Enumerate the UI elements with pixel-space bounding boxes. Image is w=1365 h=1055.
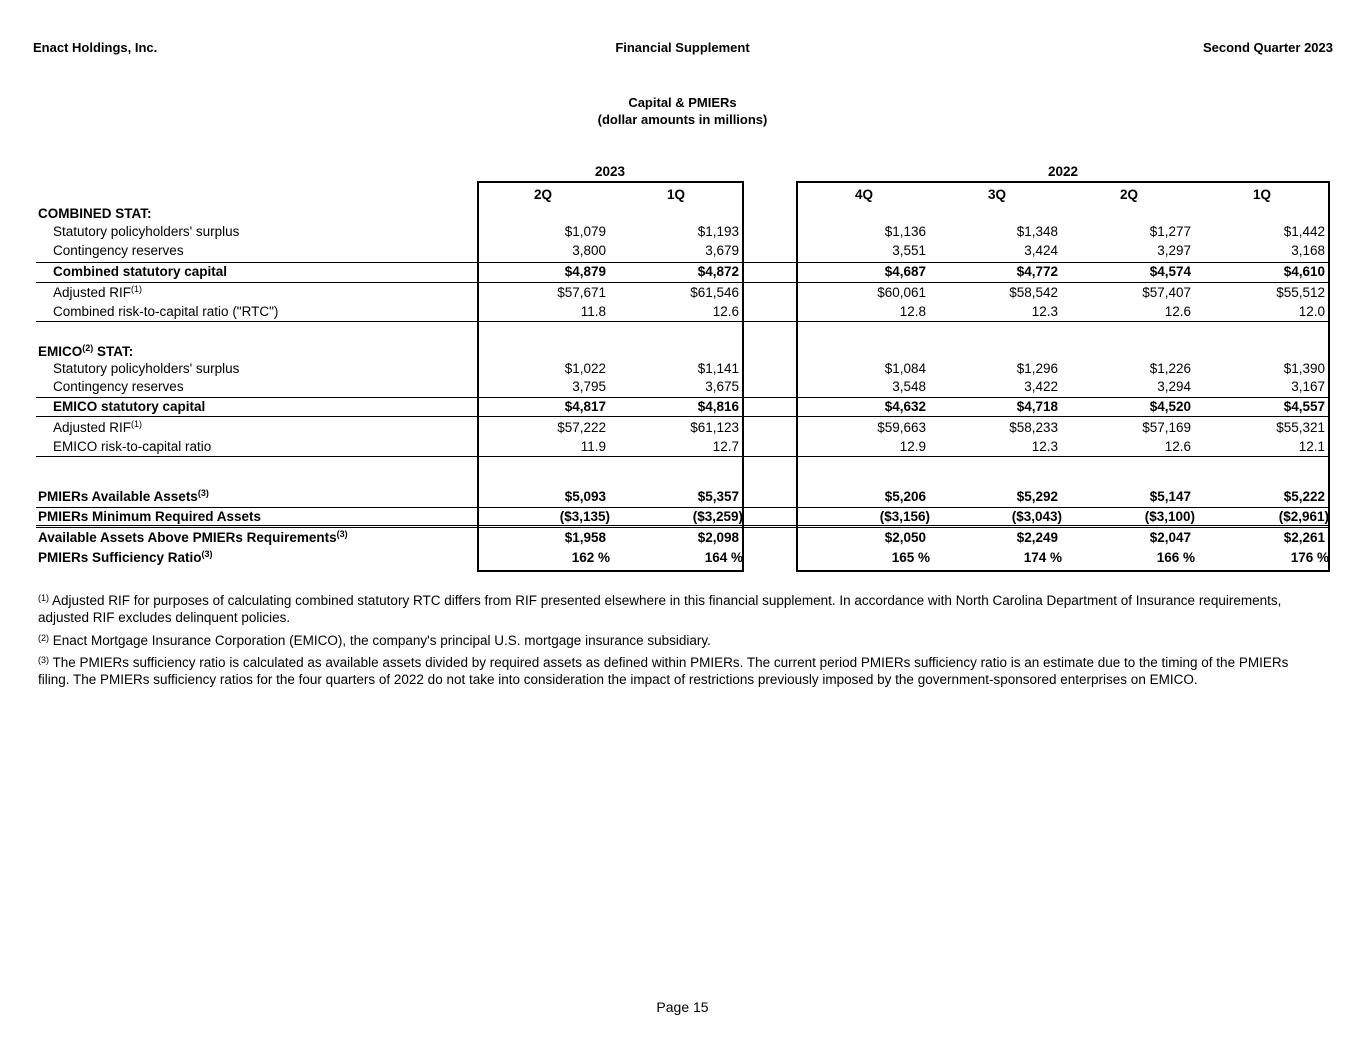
cell-e-rtc-col6: 12.1 bbox=[1298, 439, 1325, 454]
cell-e-rtc-col3: 12.9 bbox=[899, 439, 926, 454]
rule-below-available-assets bbox=[36, 507, 1329, 508]
cell-p-avail-col6: $5,222 bbox=[1283, 489, 1325, 504]
emico-stat-header: EMICO$^{(2)}$ STAT: bbox=[38, 343, 134, 359]
cell-c-reserves-col4: 3,424 bbox=[1024, 243, 1058, 258]
document-title: Financial Supplement bbox=[615, 40, 750, 55]
quarter-header-2023-2q: 2Q bbox=[533, 187, 552, 202]
row-label-e-rtc: EMICO risk-to-capital ratio bbox=[53, 439, 212, 454]
cell-e-surplus-col1: $1,022 bbox=[564, 361, 606, 376]
row-label-p-ratio: PMIERs Sufficiency Ratio$^{(3)}$ bbox=[38, 549, 213, 565]
cell-p-avail-col2: $5,357 bbox=[697, 489, 739, 504]
page-number: Page 15 bbox=[656, 999, 709, 1015]
row-label-c-rtc: Combined risk-to-capital ratio ("RTC") bbox=[53, 304, 279, 319]
row-label-e-reserves: Contingency reserves bbox=[53, 379, 184, 394]
cell-c-surplus-col6: $1,442 bbox=[1283, 224, 1325, 239]
cell-c-rif-col2: $61,546 bbox=[690, 285, 739, 300]
row-label-c-capital: Combined statutory capital bbox=[53, 264, 228, 279]
cell-p-min-col6: ($2,961) bbox=[1278, 509, 1329, 524]
year-2023-label: 2023 bbox=[594, 164, 626, 179]
cell-c-surplus-col5: $1,277 bbox=[1149, 224, 1191, 239]
cell-c-reserves-col1: 3,800 bbox=[572, 243, 606, 258]
cell-e-rif-col2: $61,123 bbox=[690, 420, 739, 435]
cell-e-surplus-col5: $1,226 bbox=[1149, 361, 1191, 376]
double-rule-below-minimum bbox=[36, 525, 1329, 528]
cell-p-ratio-col3: 165 % bbox=[891, 550, 930, 565]
row-label-c-rif: Adjusted RIF$^{(1)}$ bbox=[53, 284, 143, 300]
cell-p-ratio-col1: 162 % bbox=[571, 550, 610, 565]
year-2022-label: 2022 bbox=[1047, 164, 1079, 179]
cell-e-capital-col1: $4,817 bbox=[564, 399, 606, 414]
row-label-e-rif: Adjusted RIF$^{(1)}$ bbox=[53, 419, 143, 435]
cell-c-surplus-col2: $1,193 bbox=[697, 224, 739, 239]
cell-e-rtc-col4: 12.3 bbox=[1031, 439, 1058, 454]
cell-e-reserves-col1: 3,795 bbox=[572, 379, 606, 394]
quarter-header-2023-1q: 1Q bbox=[666, 187, 685, 202]
rule-below-combined-capital bbox=[36, 282, 1329, 283]
combined-stat-header: COMBINED STAT: bbox=[38, 206, 152, 221]
company-name: Enact Holdings, Inc. bbox=[33, 40, 158, 55]
table-title: Capital & PMIERs bbox=[628, 95, 737, 110]
cell-e-reserves-col4: 3,422 bbox=[1024, 379, 1058, 394]
footnote-1: $^{(1)}$ Adjusted RIF for purposes of calculating combined statutory RTC differs from RIF presented elsewhere in this financial supplement. In accordance with North Carolina Department of Insurance requirements, adjusted RIF excludes delinquent policies. bbox=[38, 593, 1282, 625]
rule-above-combined-capital bbox=[36, 262, 1329, 263]
cell-e-surplus-col4: $1,296 bbox=[1016, 361, 1058, 376]
cell-c-reserves-col3: 3,551 bbox=[892, 243, 926, 258]
rule-below-emico-capital bbox=[36, 416, 1329, 417]
cell-e-reserves-col2: 3,675 bbox=[705, 379, 739, 394]
cell-p-min-col4: ($3,043) bbox=[1011, 509, 1062, 524]
cell-c-rtc-col3: 12.8 bbox=[899, 304, 926, 319]
cell-c-capital-col3: $4,687 bbox=[884, 264, 926, 279]
cell-p-ratio-col6: 176 % bbox=[1290, 550, 1329, 565]
cell-c-reserves-col2: 3,679 bbox=[705, 243, 739, 258]
cell-c-rif-col1: $57,671 bbox=[557, 285, 606, 300]
cell-p-above-col4: $2,249 bbox=[1016, 530, 1058, 545]
cell-c-rif-col5: $57,407 bbox=[1142, 285, 1191, 300]
cell-c-surplus-col1: $1,079 bbox=[564, 224, 606, 239]
cell-p-above-col1: $1,958 bbox=[564, 530, 606, 545]
cell-p-above-col2: $2,098 bbox=[697, 530, 739, 545]
cell-c-capital-col1: $4,879 bbox=[564, 264, 606, 279]
cell-e-rif-col4: $58,233 bbox=[1009, 420, 1058, 435]
cell-e-rif-col5: $57,169 bbox=[1142, 420, 1191, 435]
row-label-e-surplus: Statutory policyholders' surplus bbox=[53, 361, 240, 376]
cell-c-rtc-col5: 12.6 bbox=[1164, 304, 1191, 319]
footnote-2: $^{(2)}$ Enact Mortgage Insurance Corporation (EMICO), the company's principal U.S. mortgage insurance subsidiary. bbox=[38, 633, 711, 648]
cell-e-reserves-col6: 3,167 bbox=[1291, 379, 1325, 394]
cell-c-capital-col4: $4,772 bbox=[1016, 264, 1058, 279]
cell-e-capital-col3: $4,632 bbox=[884, 399, 926, 414]
cell-p-ratio-col4: 174 % bbox=[1023, 550, 1062, 565]
cell-c-rif-col3: $60,061 bbox=[877, 285, 926, 300]
cell-e-rtc-col1: 11.9 bbox=[580, 439, 606, 454]
cell-c-surplus-col3: $1,136 bbox=[884, 224, 926, 239]
cell-c-surplus-col4: $1,348 bbox=[1016, 224, 1058, 239]
cell-p-ratio-col2: 164 % bbox=[704, 550, 743, 565]
cell-p-min-col1: ($3,135) bbox=[559, 509, 610, 524]
rule-end-combined bbox=[36, 321, 1329, 322]
row-label-c-surplus: Statutory policyholders' surplus bbox=[53, 224, 240, 239]
cell-e-reserves-col5: 3,294 bbox=[1157, 379, 1191, 394]
cell-p-above-col6: $2,261 bbox=[1283, 530, 1325, 545]
rule-end-emico bbox=[36, 456, 1329, 457]
cell-c-capital-col2: $4,872 bbox=[697, 264, 739, 279]
cell-e-rtc-col2: 12.7 bbox=[712, 439, 739, 454]
cell-e-rif-col1: $57,222 bbox=[557, 420, 606, 435]
cell-e-rif-col3: $59,663 bbox=[877, 420, 926, 435]
cell-p-min-col3: ($3,156) bbox=[879, 509, 930, 524]
quarter-header-2022-4q: 4Q bbox=[854, 187, 873, 202]
cell-e-rif-col6: $55,321 bbox=[1276, 420, 1325, 435]
report-period: Second Quarter 2023 bbox=[1202, 40, 1333, 55]
cell-c-rtc-col1: 11.8 bbox=[580, 304, 606, 319]
cell-e-capital-col4: $4,718 bbox=[1016, 399, 1058, 414]
row-label-c-reserves: Contingency reserves bbox=[53, 243, 184, 258]
cell-c-capital-col5: $4,574 bbox=[1149, 264, 1191, 279]
cell-c-reserves-col5: 3,297 bbox=[1157, 243, 1191, 258]
cell-c-capital-col6: $4,610 bbox=[1283, 264, 1325, 279]
cell-e-surplus-col6: $1,390 bbox=[1283, 361, 1325, 376]
cell-p-ratio-col5: 166 % bbox=[1156, 550, 1195, 565]
cell-e-reserves-col3: 3,548 bbox=[892, 379, 926, 394]
table-subtitle: (dollar amounts in millions) bbox=[597, 112, 768, 127]
cell-c-reserves-col6: 3,168 bbox=[1291, 243, 1325, 258]
cell-p-above-col5: $2,047 bbox=[1149, 530, 1191, 545]
cell-c-rif-col4: $58,542 bbox=[1009, 285, 1058, 300]
cell-p-avail-col4: $5,292 bbox=[1016, 489, 1058, 504]
row-label-p-avail: PMIERs Available Assets$^{(3)}$ bbox=[38, 488, 209, 504]
cell-p-avail-col1: $5,093 bbox=[564, 489, 606, 504]
cell-e-capital-col5: $4,520 bbox=[1149, 399, 1191, 414]
footnote-3: $^{(3)}$ The PMIERs sufficiency ratio is calculated as available assets divided by required assets as defined within PMIERs. The current period PMIERs sufficiency ratio is an estimate due to the timing of the PMIERs filing. The PMIERs sufficiency ratios for the four quarters of 2022 do not take into consideration the impact of restrictions previously imposed by the government-sponsored enterprises on EMICO. bbox=[38, 655, 1289, 687]
cell-e-capital-col6: $4,557 bbox=[1283, 399, 1325, 414]
cell-e-capital-col2: $4,816 bbox=[697, 399, 739, 414]
cell-p-avail-col5: $5,147 bbox=[1149, 489, 1191, 504]
quarter-header-2022-3q: 3Q bbox=[987, 187, 1006, 202]
cell-p-min-col2: ($3,259) bbox=[692, 509, 743, 524]
cell-c-rif-col6: $55,512 bbox=[1276, 285, 1325, 300]
cell-p-above-col3: $2,050 bbox=[884, 530, 926, 545]
cell-e-surplus-col2: $1,141 bbox=[697, 361, 739, 376]
cell-c-rtc-col6: 12.0 bbox=[1298, 304, 1325, 319]
row-label-p-above: Available Assets Above PMIERs Requirements$^{(3)}$ bbox=[38, 529, 348, 545]
cell-p-avail-col3: $5,206 bbox=[884, 489, 926, 504]
cell-e-rtc-col5: 12.6 bbox=[1164, 439, 1191, 454]
quarter-header-2022-1q: 1Q bbox=[1252, 187, 1271, 202]
cell-e-surplus-col3: $1,084 bbox=[884, 361, 926, 376]
cell-c-rtc-col2: 12.6 bbox=[712, 304, 739, 319]
quarter-header-2022-2q: 2Q bbox=[1119, 187, 1138, 202]
cell-p-min-col5: ($3,100) bbox=[1144, 509, 1195, 524]
rule-above-emico-capital bbox=[36, 397, 1329, 398]
row-label-p-min: PMIERs Minimum Required Assets bbox=[38, 509, 262, 524]
row-label-e-capital: EMICO statutory capital bbox=[53, 399, 206, 414]
cell-c-rtc-col4: 12.3 bbox=[1031, 304, 1058, 319]
